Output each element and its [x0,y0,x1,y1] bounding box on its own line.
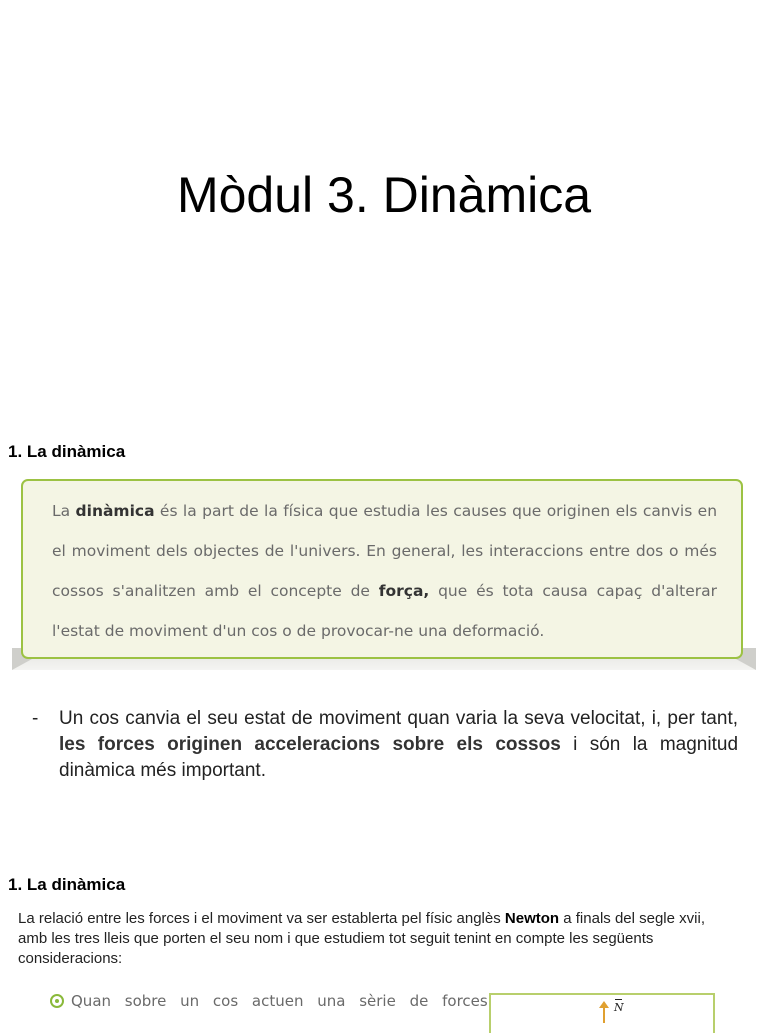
force-figure [489,993,715,1033]
bullet-dash: - [32,708,39,729]
list-item-text: Quan sobre un cos actuen una sèrie de forces [71,992,488,1010]
bullet-text-part: i són la magnitud dinàmica més important. [59,734,739,781]
force-vector-label: N [614,1001,624,1014]
definition-box [21,479,743,659]
paragraph-text: a finals del segle xvii, amb les tres lleis que porten el seu nom i que estudiem tot seguit tenint en compte les següents consideracions: [18,910,705,967]
term-forca: força, [378,582,430,600]
term-dinamica: dinàmica [75,502,155,520]
definition-text: és la part de la física que estudia les causes que originen els canvis en el moviment dels objectes de l'univers. En general, les interaccions entre dos o més cossos s'analitzen amb el concepte de [52,502,718,600]
definition-text: que és tota causa capaç d'alterar l'estat de moviment d'un cos o de provocar-ne una deformació. [52,582,717,640]
bullet-text-part: Un cos canvia el seu estat de moviment quan varia la seva velocitat, i, per tant, [59,708,738,729]
slide-title: Mòdul 3. Dinàmica [176,167,592,223]
name-newton: Newton [504,910,560,927]
force-arrow-icon [603,1007,605,1023]
section-heading: 1. La dinàmica [8,442,126,461]
section-heading: 1. La dinàmica [8,875,126,894]
intro-paragraph [18,909,732,969]
paragraph-text: La relació entre les forces i el moviment va ser establerta pel físic anglès [18,910,505,927]
bullet-bold-text: les forces originen acceleracions sobre els cossos [59,734,561,755]
consideration-list-item [50,989,488,1013]
bullet-text [59,706,738,784]
bullet-point [32,706,738,784]
target-bullet-icon [50,994,64,1008]
definition-text: La [52,502,76,520]
